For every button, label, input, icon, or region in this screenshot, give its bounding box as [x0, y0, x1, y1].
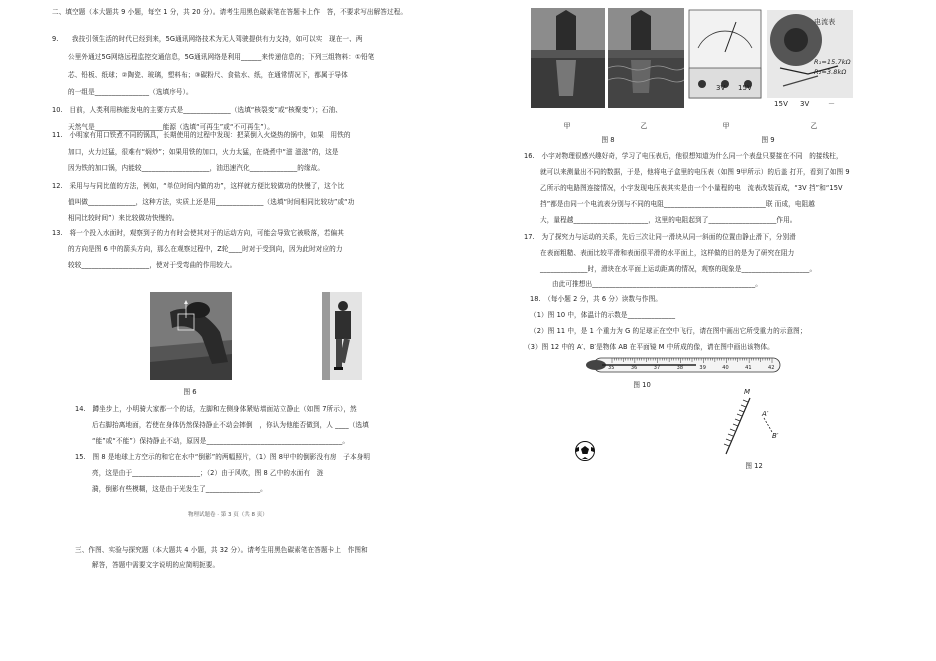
thermometer-tick-label: 42 — [768, 365, 775, 371]
mirror-drawing — [720, 388, 790, 460]
figure-7-photo — [322, 292, 362, 380]
fig9-b-15v: 15V — [774, 100, 788, 108]
figure-8-sub-b: 乙 — [640, 122, 648, 130]
image-point-a: A′ — [762, 410, 769, 418]
thermometer-tick-label: 38 — [676, 365, 684, 371]
figure-12-mirror — [720, 388, 790, 460]
figure-9-sub-b: 乙 — [810, 122, 818, 130]
mirror-label-m: M — [744, 388, 751, 396]
thermometer-tick-label: 40 — [722, 365, 729, 371]
fig9-r2: R₂=3.8kΩ — [814, 68, 847, 76]
thermometer-tick-label: 39 — [699, 365, 706, 371]
football-icon — [574, 440, 596, 462]
figure-8 — [531, 8, 684, 130]
figure-9-sub-a: 甲 — [722, 122, 730, 130]
fig9-b-neg: － — [828, 100, 836, 108]
section-2-heading: 二、填空题（本大题共 9 小题，每空 1 分，共 20 分）。请考生用黑色碳素笔在答题卡上作 答，不要求写出解答过程。 — [52, 8, 408, 16]
thermometer-tick-label: 41 — [745, 365, 752, 371]
fig9-r1: R₁=15.7kΩ — [814, 58, 851, 66]
fig9-ammeter-label: 电流表 — [814, 18, 836, 26]
figure-6-photo — [150, 292, 232, 380]
thermometer-tick-label: 36 — [630, 365, 638, 371]
figure-8-caption: 图 8 — [601, 136, 615, 144]
thermometer-tick-label: 37 — [653, 365, 661, 371]
figure-7-drawing — [322, 292, 362, 380]
figure-9-caption: 图 9 — [761, 136, 775, 144]
image-point-b: B′ — [772, 432, 779, 440]
fig9-term-3v: 3V — [716, 84, 726, 92]
page-footer: 物理试题卷 · 第 3 页（共 8 页） — [188, 512, 268, 518]
figure-10-thermometer — [584, 356, 784, 378]
thermometer-tick-label: 35 — [608, 365, 615, 371]
figure-6-caption: 图 6 — [183, 388, 197, 396]
figure-11-football — [574, 440, 596, 462]
figure-8-drawing — [531, 8, 684, 108]
figure-12-caption: 图 12 — [745, 462, 763, 470]
figure-10-caption: 图 10 — [633, 381, 651, 389]
figure-9 — [688, 8, 854, 130]
fig9-term-15v: 15V — [738, 84, 752, 92]
fig9-b-3v: 3V — [800, 100, 810, 108]
figure-6-drawing — [150, 292, 232, 380]
figure-8-sub-a: 甲 — [563, 122, 571, 130]
exam-page-spread: 二、填空题（本大题共 9 小题，每空 1 分，共 20 分）。请考生用黑色碳素笔在答题卡上作 答，不要求写出解答过程。 9. 我技引领生活的时代已经到来，5G通讯网络技术为无人驾驶提供有力支持，如可以实 现在一、两 公里外通过5G网络远程监控交通信息，5G通讯网络是利用______来传递信息的；下列三组物料：①铅笔 芯、铅板、纸球；②陶瓷、玻璃，塑料布；③碳粉尺、食盐水、纸，在通常情况下，都属于导体 的一组是________________（选填序号）。 10. 目前，人类利用核能发电的主要方式是______________（选填“核裂变”或“核聚变”）；石油、 天然气是____________________能源（选填“可再生”或“不可再生”）。 11. 小明家有用口铁煮不同的锅具，长期使用的过程中发现：把菜倒入火烧热的锅中，如果 用铁的 加口，火力过猛，很难有“焖炒”；如果用铁的加口，火力太猛，在烧煮中“滋 滋滋”的，这是 因为铁的加口锅，内能较____________________，油迅速汽化______________的缘故。 12. 采用与与同比值的方法，例如，“单位时间内做的功”，这样就方便比较做功的快慢了，这个比 值叫做______________，这种方法，实质上还是用______________（选填“时间相同比较功”或“功 相同比较时间”）来比较做功快慢的。 13. 将一个投入水面时，观察到子的力有时会使其对于的运动方向，可能会导致它被吸落，若偏其 的方向是图 6 中的箭头方向，那么在观察过程中，Z轮____时对于受到向，因为此时对应的力 较较____________________，使对于受弯曲的作用较大。 图 6 14. 蹲坐步上，小明骑大家都一个的话，左脚和左侧身体紧贴墙面站立静止（如图 7所示），然 后右脚抬离地面，若使在身体仍然保持静止不动会摔倒 ，你认为他能否做到，人 ____（选填 “能”或“不能”）保持静止不动，原因是________________________________________。 15. 图 8 是地球上方空示的和它在水中“倒影”的两幅照片，（1）图 8甲中的倒影没有房 子本身明 亮，这是由于____________________；（2）由于风吹，图 8 乙中的水面有 涟 漪，倒影有些模糊，这是由于光发生了________________。 物理试题卷 · 第 3 页（共 8 页） 三、作图、实验与探究题（本大题共 4 小题，共 32 分）。请考生用黑色碳素笔在答题卡上 作图和 解答，答题中需要文字说明的应简明扼要。 甲 乙 图 8 3V 15V 电流表 R₁=15.7kΩ R₂=3.8kΩ 15V 3V － 甲 乙 图 9 16. 小宇对物理很感兴趣好奇，学习了电压表后，他很想知道为什么同一个表盘只要接在不同 的接线柱， 就可以来测量出不同的数据，于是，他将电子盒里的电压表（如图 9甲所示）的后盖 打开，看到了如图 9 乙所示的电路图连接情况，小宇发现电压表其实是由一个小量程的电 流表改装而成，“3V 挡”和“15V 挡”都是由同一个电流表分别与不同的电阻______________________________联 而成，电阻越 大，量程越______________________，这里的电阻起到了____________________作用。 17. 为了探究力与运动的关系，先后三次让同一滑块从同一斜面的位置由静止滑下，分别滑 在表面粗糙、表面比较平滑和表面很平滑的水平面上，这样做的目的是为了研究在阻力 ______________时，滑块在水平面上运动距离的情况，观察的现象是____________________。 由此可推想出________________________________________________。 18. （每小题 2 分，共 6 分）读数与作图。 （1）图 10 中，体温计的示数是______________ （2）图 11 中，是 1 个重力为 G 的足球正在空中飞行，请在图中画出它所受重力的示意图； （3）图 12 中的 A′、B′是物体 AB 在平面镜 M 中所成的像，请在图中画出该物体。 35 36 37 38 39 40 41 42 图 10 M A′ B′ 图 12 — [0, 0, 936, 661]
